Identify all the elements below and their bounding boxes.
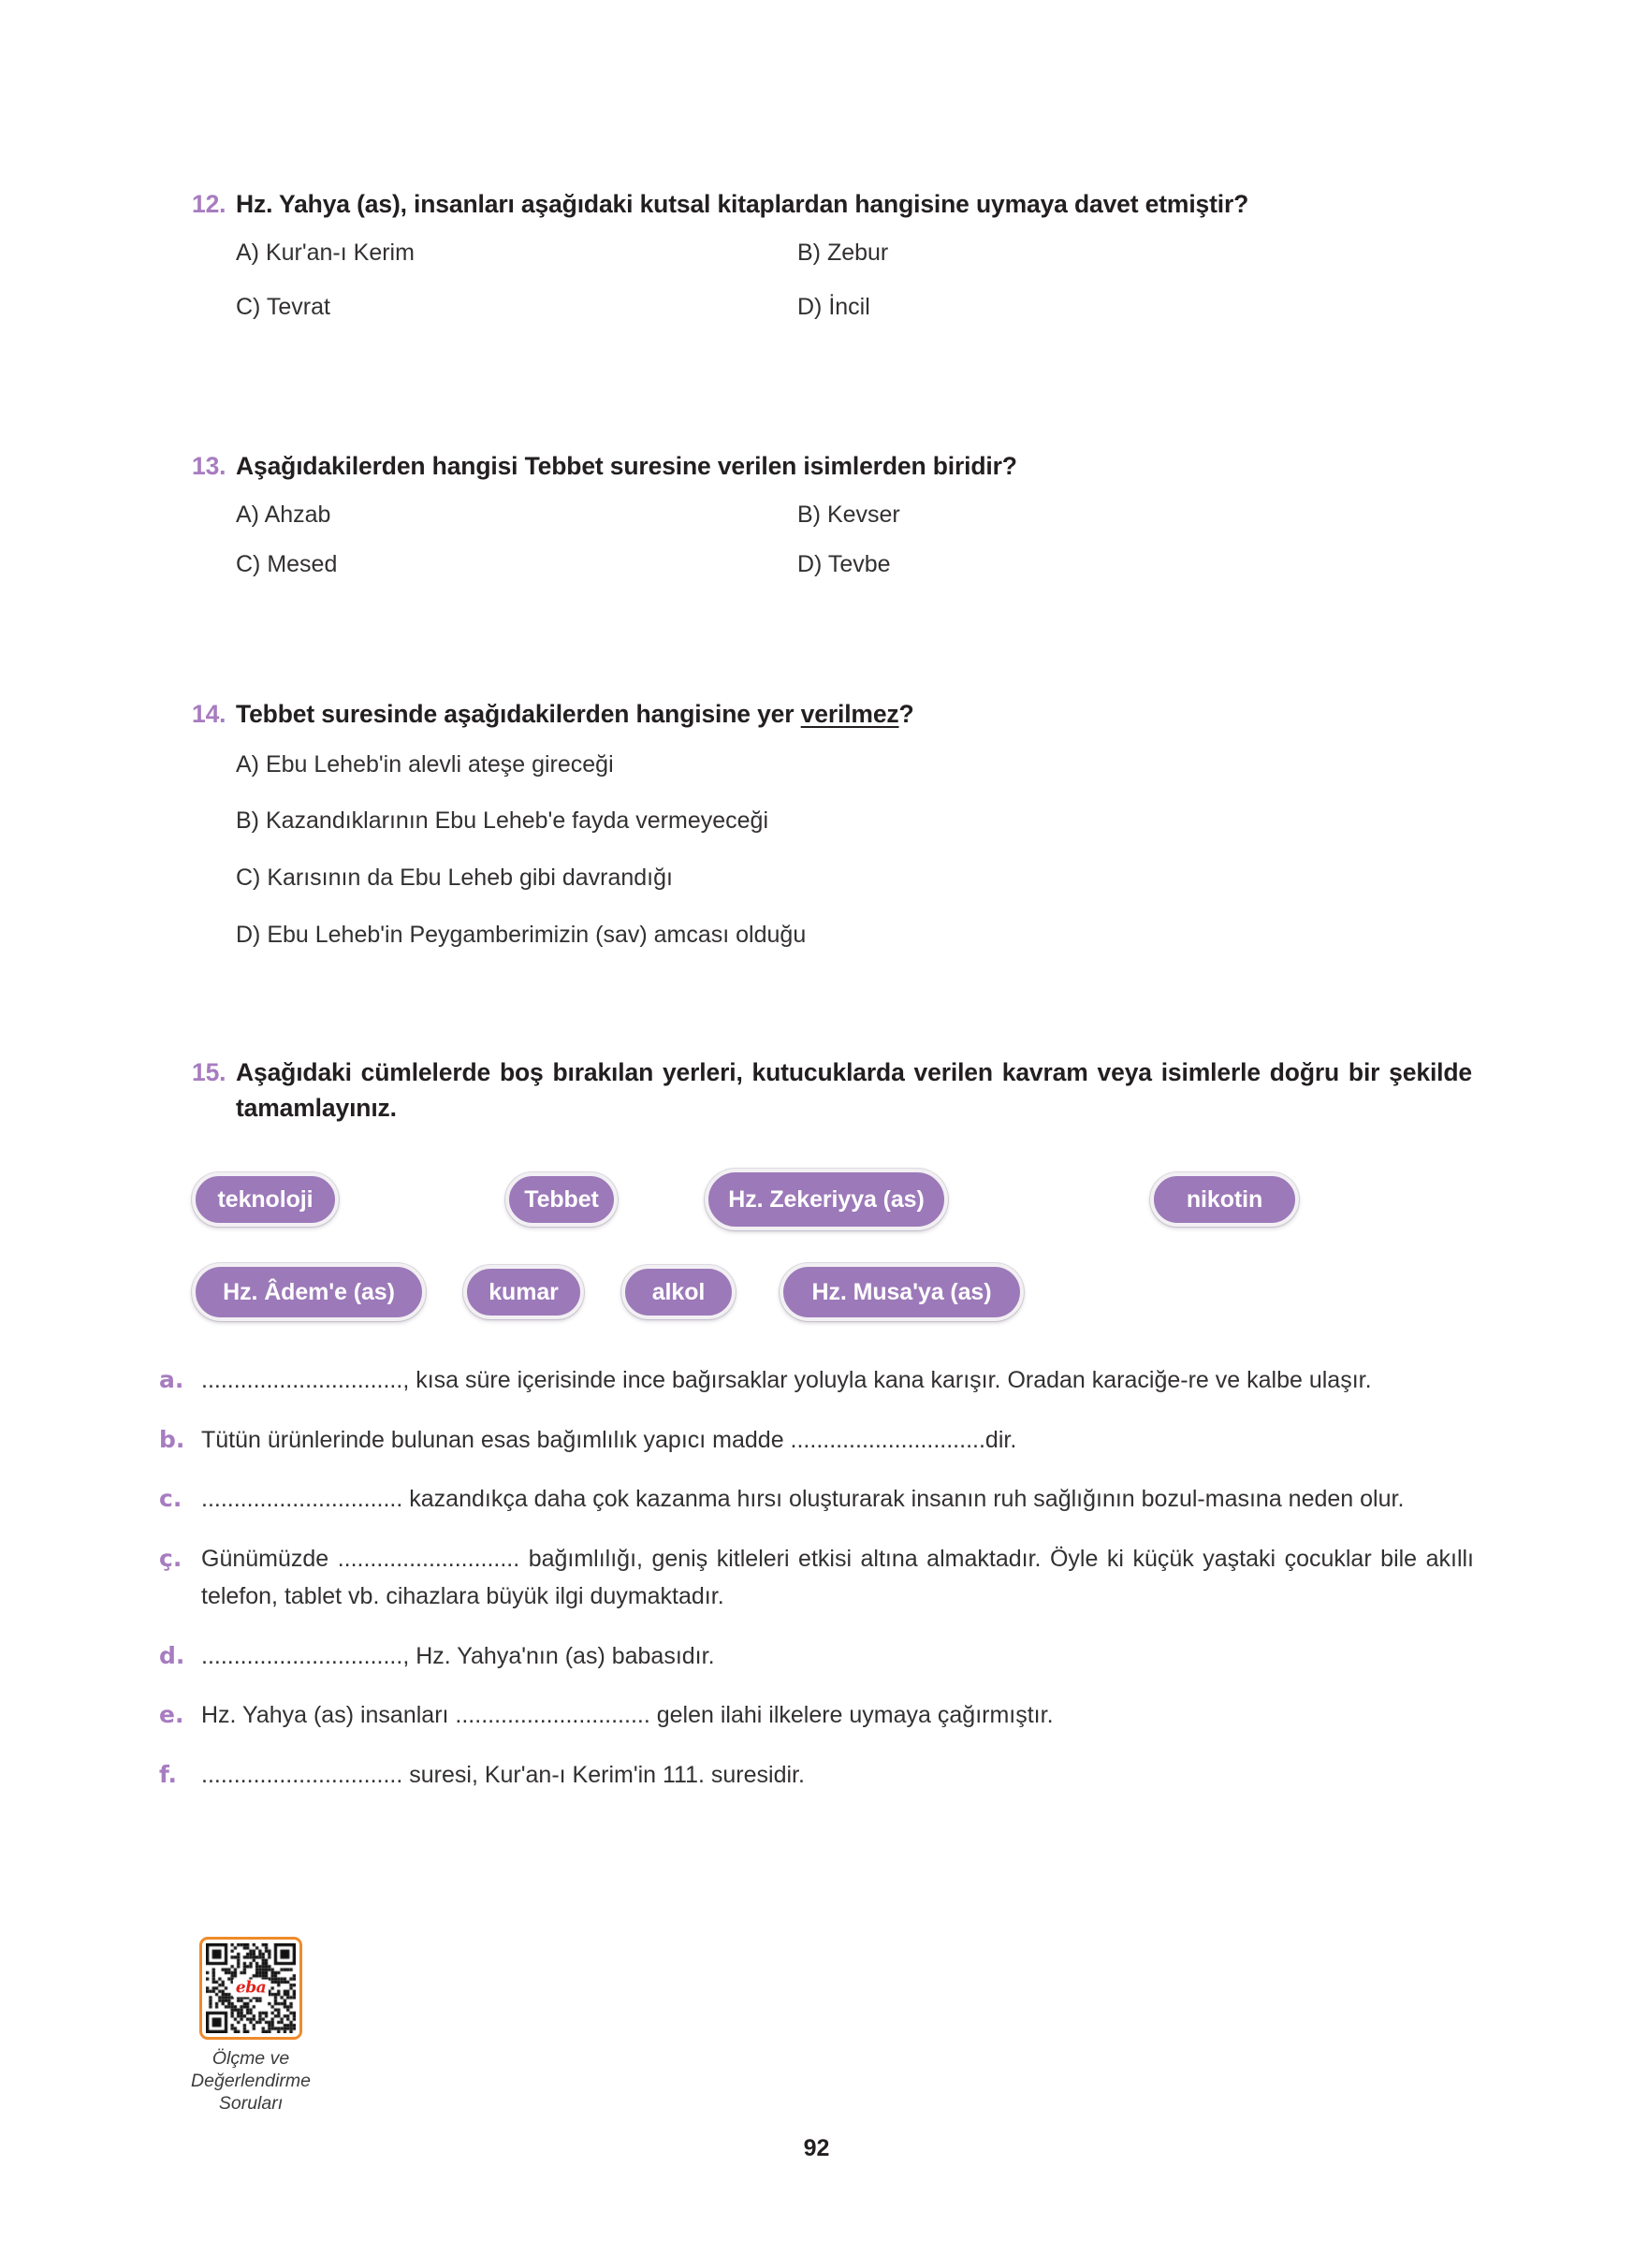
fill-item-e (159, 1696, 1474, 1735)
question-12-heading (192, 187, 1460, 223)
page-number: 92 (803, 2135, 830, 2161)
question-12 (192, 187, 1460, 336)
question-12-options (236, 238, 1460, 336)
question-12-number: 12. (192, 190, 226, 218)
question-15-heading (192, 1055, 1472, 1126)
question-13-number: 13. (192, 452, 226, 480)
fill-item-c-cedilla-marker: ç. (159, 1544, 182, 1572)
word-bank (192, 1172, 1455, 1350)
question-13-prompt: Aşağıdakilerden hangisi Tebbet suresine verilen isimlerden biridir? (236, 452, 1017, 480)
word-chip-tebbet[interactable]: Tebbet (505, 1172, 618, 1227)
fill-item-a-marker: a. (159, 1366, 184, 1393)
qr-caption (176, 2047, 326, 2115)
question-13-option-c[interactable]: C) Mesed (236, 550, 338, 577)
fill-item-c-marker: c. (159, 1485, 182, 1512)
question-14-prompt-tail: ? (898, 700, 914, 728)
question-14-option-c[interactable]: C) Karısının da Ebu Leheb gibi davrandığı (236, 865, 673, 892)
question-15-number: 15. (192, 1058, 226, 1086)
question-12-option-a[interactable]: A) Kur'an-ı Kerim (236, 239, 415, 266)
question-13-option-a[interactable]: A) Ahzab (236, 501, 331, 528)
fill-item-d (159, 1637, 1474, 1676)
question-13-option-d[interactable]: D) Tevbe (797, 550, 891, 577)
fill-in-blank-list (159, 1361, 1474, 1815)
question-13-options (236, 500, 1460, 598)
fill-item-f (159, 1756, 1474, 1795)
fill-item-c-cedilla-text[interactable]: Günümüzde ............................ bağımlılığı, geniş kitleleri etkisi altına almaktadır. Öyle ki küçük yaştaki çocuklar bile akıllı telefon, tablet vb. cihazlara büyük ilgi duymaktadır. (201, 1545, 1474, 1609)
word-chip-hz-musa[interactable]: Hz. Musa'ya (as) (780, 1263, 1024, 1321)
qr-caption-line-3: Soruları (218, 2093, 284, 2115)
question-14-options (236, 749, 1460, 952)
question-13-option-b[interactable]: B) Kevser (797, 501, 900, 528)
question-12-option-c[interactable]: C) Tevrat (236, 293, 330, 320)
fill-item-c-cedilla (159, 1540, 1474, 1616)
fill-item-e-text[interactable]: Hz. Yahya (as) insanları .............................. gelen ilahi ilkelere uymaya çağırmıştır. (201, 1702, 1054, 1728)
question-14-prompt-lead: Tebbet suresinde aşağıdakilerden hangisine yer (236, 700, 801, 728)
fill-item-b (159, 1421, 1474, 1460)
question-13-heading (192, 449, 1460, 485)
question-14 (192, 697, 1460, 977)
question-14-heading (192, 697, 1460, 733)
question-15-prompt: Aşağıdaki cümlelerde boş bırakılan yerleri, kutucuklarda verilen kavram veya isimlerle doğru bir şekilde tamamlayınız. (236, 1058, 1472, 1122)
eba-logo: eba (233, 1980, 269, 1998)
word-chip-hz-adem[interactable]: Hz. Âdem'e (as) (192, 1263, 426, 1321)
word-chip-nikotin[interactable]: nikotin (1150, 1172, 1299, 1227)
qr-block (176, 1937, 326, 2115)
qr-caption-line-2: Değerlendirme (191, 2071, 311, 2092)
fill-item-f-marker: f. (159, 1760, 178, 1788)
question-14-prompt-emphasis: verilmez (800, 700, 899, 728)
word-chip-alkol[interactable]: alkol (621, 1265, 736, 1319)
fill-item-c (159, 1480, 1474, 1519)
fill-item-e-marker: e. (159, 1701, 184, 1728)
question-13 (192, 449, 1460, 598)
fill-item-f-text[interactable]: ............................... suresi, Kur'an-ı Kerim'in 111. suresidir. (201, 1761, 805, 1788)
word-chip-hz-zekeriyya[interactable]: Hz. Zekeriyya (as) (705, 1169, 948, 1230)
fill-item-c-text[interactable]: ............................... kazandıkça daha çok kazanma hırsı oluşturarak insanın ruh sağlığının bozul-masına neden olur. (201, 1486, 1405, 1512)
word-chip-teknoloji[interactable]: teknoloji (192, 1172, 339, 1227)
question-12-option-d[interactable]: D) İncil (797, 293, 870, 320)
qr-code-icon[interactable] (199, 1937, 302, 2040)
qr-caption-line-1: Ölçme ve (211, 2048, 290, 2069)
question-12-prompt: Hz. Yahya (as), insanları aşağıdaki kutsal kitaplardan hangisine uymaya davet etmiştir? (236, 190, 1249, 218)
fill-item-b-marker: b. (159, 1425, 185, 1453)
fill-item-b-text[interactable]: Tütün ürünlerinde bulunan esas bağımlılık yapıcı madde ..............................dir. (201, 1426, 1017, 1453)
fill-item-d-marker: d. (159, 1641, 185, 1669)
fill-item-a-text[interactable]: ..............................., kısa süre içerisinde ince bağırsaklar yoluyla kana karışır. Oradan karaciğe-re ve kalbe ulaşır. (201, 1367, 1372, 1393)
question-14-option-a[interactable]: A) Ebu Leheb'in alevli ateşe gireceği (236, 750, 614, 778)
question-12-option-b[interactable]: B) Zebur (797, 239, 889, 266)
word-chip-kumar[interactable]: kumar (463, 1265, 584, 1319)
fill-item-a (159, 1361, 1474, 1400)
question-14-number: 14. (192, 700, 226, 728)
question-14-prompt (236, 697, 1460, 733)
question-14-option-d[interactable]: D) Ebu Leheb'in Peygamberimizin (sav) amcası olduğu (236, 921, 807, 948)
question-14-option-b[interactable]: B) Kazandıklarının Ebu Leheb'e fayda vermeyeceği (236, 807, 769, 835)
fill-item-d-text[interactable]: ..............................., Hz. Yahya'nın (as) babasıdır. (201, 1642, 715, 1669)
question-15 (192, 1055, 1472, 1126)
